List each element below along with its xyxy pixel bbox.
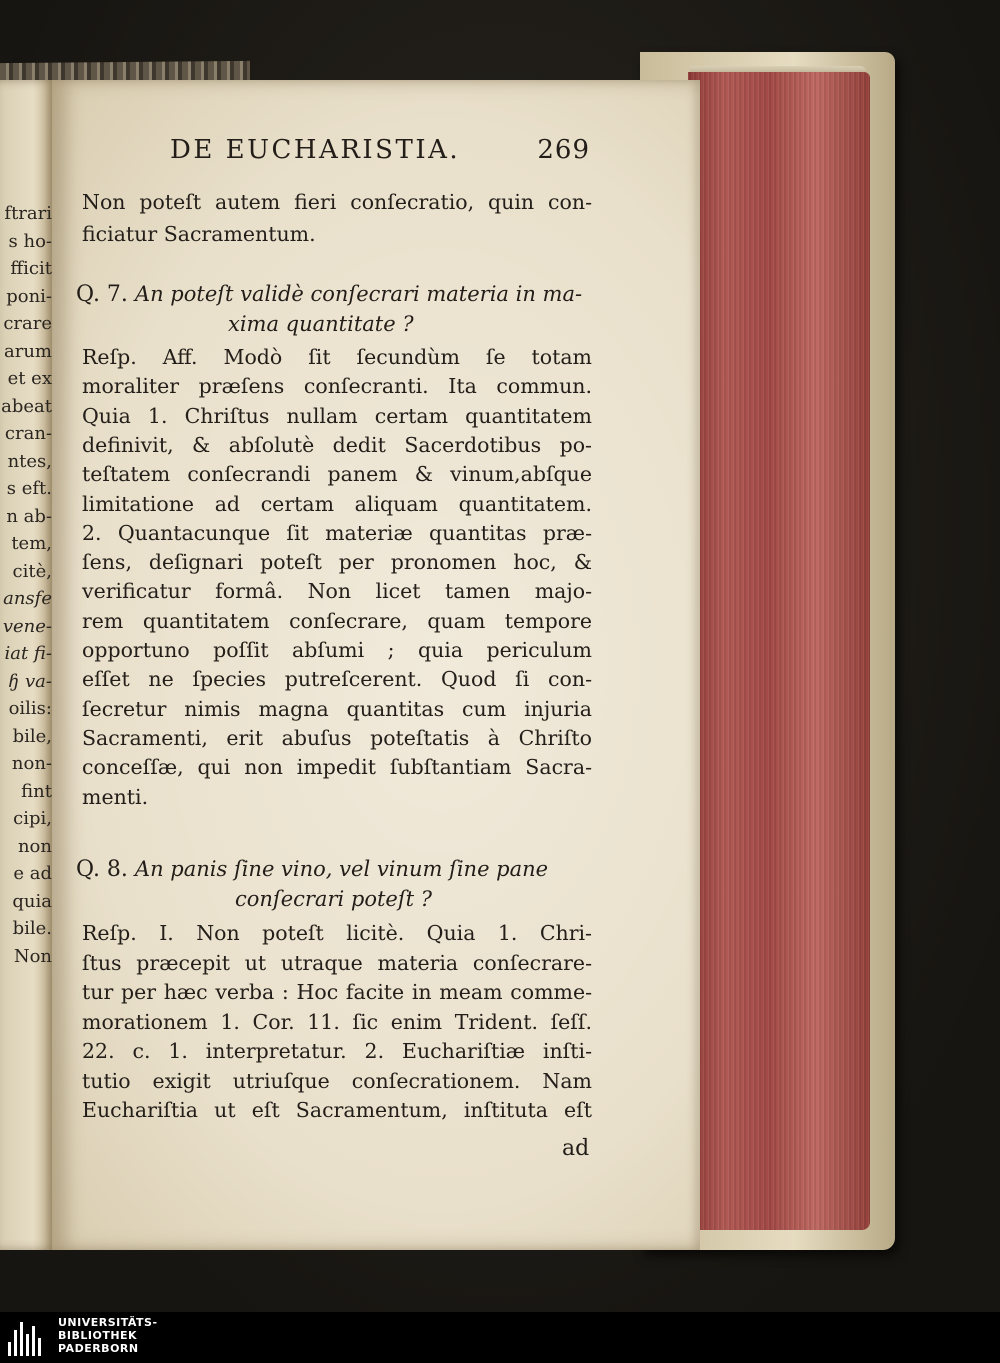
- resp7-line: ſecretur nimis magna quantitas cum injuria: [82, 696, 592, 721]
- resp7-line: 2. Quantacunque ſit materiæ quantitas præ-: [82, 520, 592, 545]
- left-fragment-line: crare: [3, 313, 52, 334]
- left-fragment-line: fficit: [10, 258, 52, 279]
- resp7-line: teſtatem conſecrandi panem & vinum,abſque: [82, 462, 592, 487]
- left-fragment-line: ɧ va-: [7, 670, 52, 692]
- left-fragment-line: oilis:: [8, 698, 52, 719]
- left-fragment-line: cran-: [4, 423, 52, 444]
- question-7-heading: [76, 282, 582, 307]
- resp7-line: Quia 1. Chriſtus nullam certam quantitatem: [82, 403, 592, 428]
- left-fragment-line: non-: [11, 753, 52, 774]
- left-fragment-line: arum: [4, 340, 52, 362]
- running-head: [170, 135, 590, 165]
- page-number: 269: [537, 135, 590, 165]
- question-8-title-line2: conſecrari poteſt ?: [235, 887, 432, 911]
- resp7-line: moraliter præſens conſecranti. Ita commun.: [82, 374, 592, 399]
- left-fragment-line: e ad: [13, 863, 52, 884]
- left-fragment-line: et ex: [7, 368, 52, 389]
- resp7-line: Reſp. Aff. Modò ſit ſecundùm ſe totam: [82, 345, 592, 369]
- logo-line: PADERBORN: [58, 1342, 139, 1355]
- resp7-line: menti.: [82, 784, 149, 809]
- left-fragment-line: s ho-: [8, 230, 52, 252]
- left-fragment-line: fint: [21, 780, 52, 802]
- resp8-line: ſtus præcepit ut utraque materia conſecrare-: [82, 950, 592, 975]
- left-fragment-line: citè,: [12, 560, 52, 582]
- resp7-line: verificatur formâ. Non licet tamen majo-: [82, 579, 592, 604]
- question-7-label: Q. 7.: [76, 282, 128, 307]
- left-page-text-fragments: [0, 200, 52, 970]
- left-fragment-line: bile,: [12, 725, 52, 747]
- library-logo-text: [58, 1316, 158, 1355]
- resp7-line: eſſet ne ſpecies putreſcerent. Quod ſi con-: [82, 667, 592, 692]
- resp8-line: Reſp. I. Non poteſt licitè. Quia 1. Chri-: [82, 921, 592, 945]
- question-7-title-line2: xima quantitate ?: [228, 312, 414, 336]
- question-8-title-line1: An panis ſine vino, vel vinum ſine pane: [134, 857, 549, 881]
- resp8-line: tutio exigit utriuſque conſecrationem. Nam: [82, 1068, 592, 1093]
- resp7-line: opportuno poſſit abſumi ; quia periculum: [82, 638, 592, 662]
- left-fragment-line: ftrari: [4, 203, 52, 224]
- resp7-line: conceſſæ, qui non impedit ſubſtantiam Sacra-: [82, 755, 592, 780]
- running-head-title: DE EUCHARISTIA.: [170, 135, 461, 165]
- left-fragment-line: non: [17, 835, 52, 857]
- left-fragment-line: abeat: [1, 395, 52, 417]
- resp7-line: limitatione ad certam aliquam quantitatem.: [82, 491, 592, 516]
- logo-line: BIBLIOTHEK: [58, 1329, 138, 1342]
- resp8-line: Euchariſtia ut eſt Sacramentum, inſtituta eſt: [82, 1098, 592, 1122]
- resp8-line: 22. c. 1. interpretatur. 2. Euchariſtiæ inſti-: [82, 1039, 592, 1063]
- left-fragment-line: cipi,: [13, 808, 52, 829]
- resp7-line: Sacramenti, erit abuſus poteſtatis à Chriſto: [82, 725, 592, 750]
- left-fragment-line: poni-: [6, 285, 52, 307]
- left-fragment-line: ntes,: [7, 450, 52, 472]
- left-fragment-line: iat fi-: [4, 643, 52, 664]
- question-8-label: Q. 8.: [76, 857, 128, 882]
- footer-bar: [0, 1312, 1000, 1363]
- left-fragment-line: quia: [12, 890, 52, 912]
- question-8-heading: [76, 857, 548, 882]
- left-fragment-line: n ab-: [6, 505, 52, 527]
- red-page-edges: [688, 72, 870, 1230]
- left-fragment-line: Non: [13, 945, 52, 967]
- intro-line-1: Non poteſt autem fieri conſecratio, quin con-: [82, 190, 592, 214]
- left-fragment-line: tem,: [11, 533, 52, 554]
- left-fragment-line: bile.: [12, 918, 52, 939]
- resp8-line: tur per hæc verba : Hoc facite in meam comme-: [82, 980, 592, 1004]
- resp7-line: ſens, deſignari poteſt per pronomen hoc, &: [82, 550, 592, 575]
- left-fragment-line: s eft.: [6, 478, 52, 499]
- left-fragment-line: ansfe: [3, 588, 52, 609]
- intro-line-2: ficiatur Sacramentum.: [82, 222, 316, 246]
- question-7-title-line1: An poteſt validè conſecrari materia in ma-: [134, 282, 583, 306]
- resp7-line: definivit, & abſolutè dedit Sacerdotibus po-: [82, 432, 592, 457]
- library-logo-icon: [8, 1320, 48, 1356]
- catchword: ad: [562, 1136, 590, 1161]
- left-fragment-line: vene-: [2, 615, 52, 637]
- logo-line: UNIVERSITÄTS-: [58, 1316, 158, 1329]
- resp8-line: morationem 1. Cor. 11. ſic enim Trident. ſeſſ.: [82, 1009, 592, 1034]
- resp7-line: rem quantitatem conſecrare, quam tempore: [82, 608, 592, 633]
